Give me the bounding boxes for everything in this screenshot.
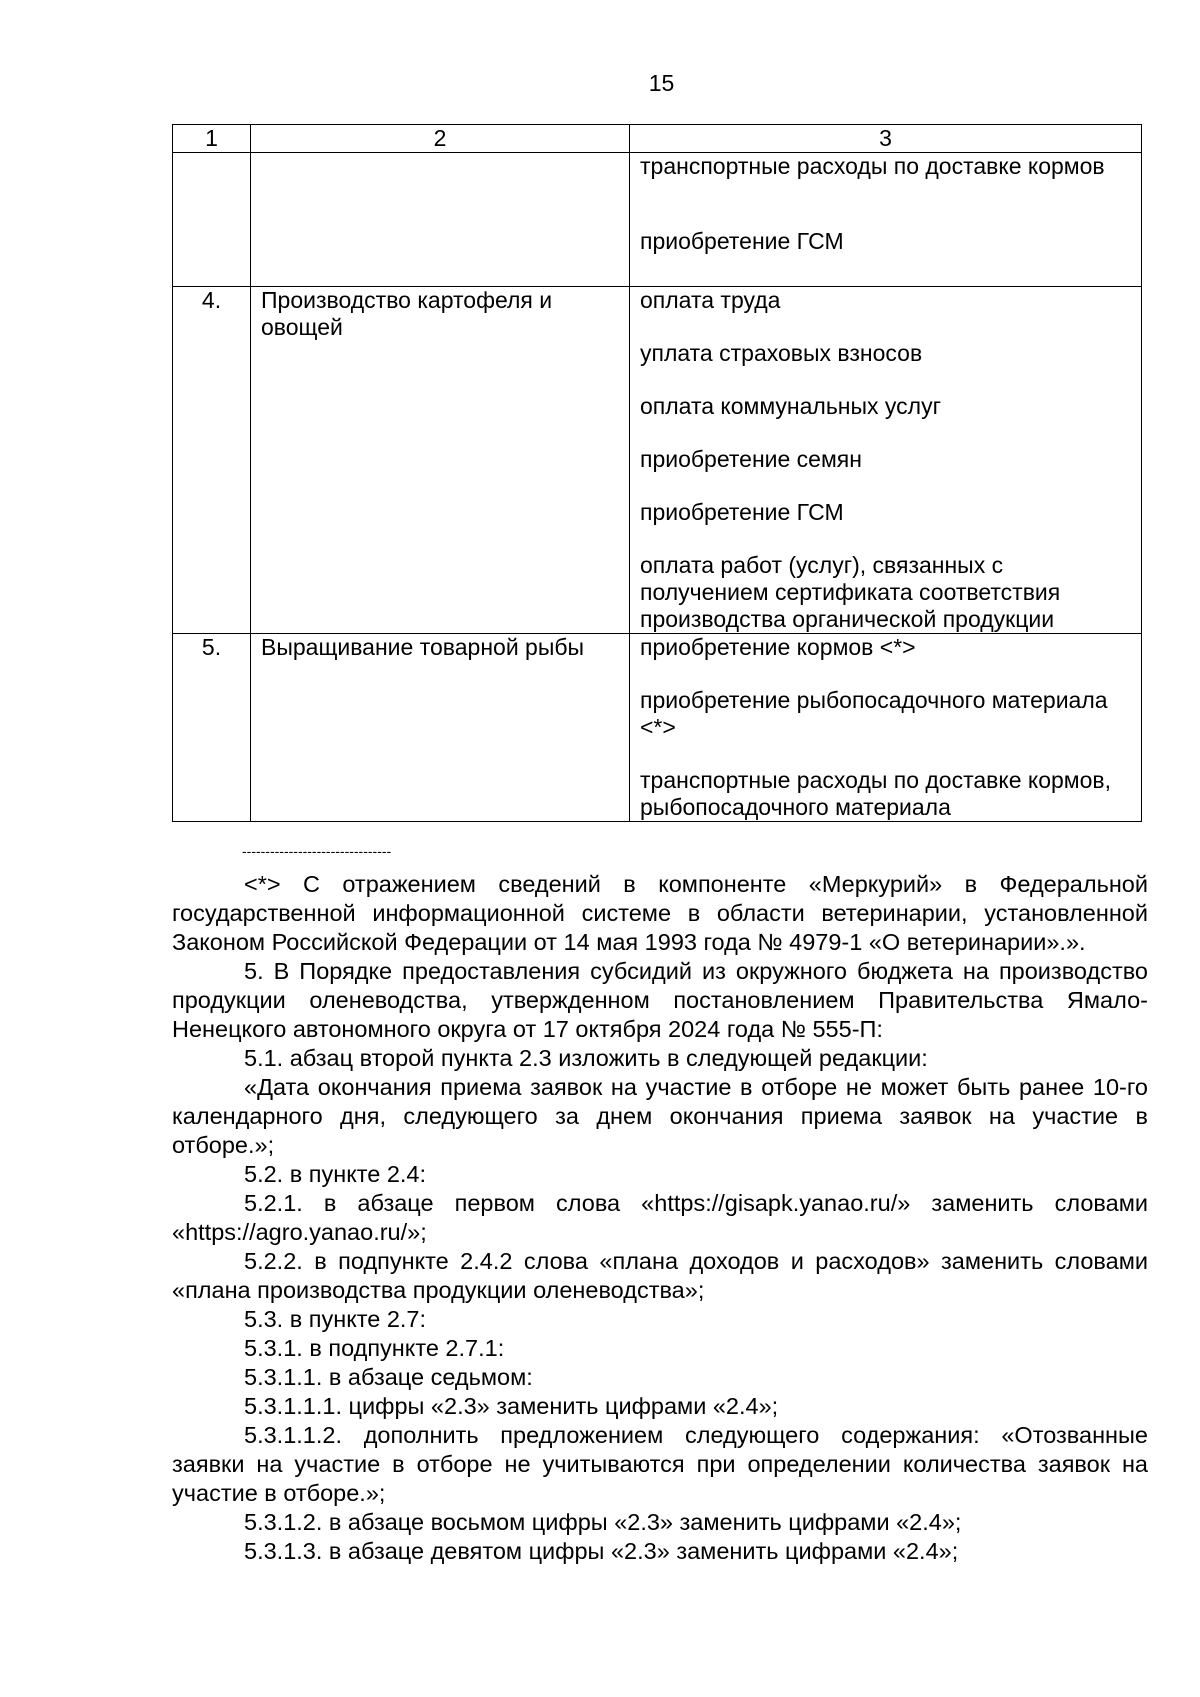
paragraph: 5.3.1.2. в абзаце восьмом цифры «2.3» заменить цифрами «2.4»; [244,1509,962,1535]
expense-item: оплата коммунальных услуг [640,393,941,419]
page-number: 15 [648,70,675,96]
expense-item: транспортные расходы по доставке кормов, рыбопосадочного материала [640,767,1112,820]
expense-item: приобретение ГСМ [640,499,844,525]
expense-item: приобретение семян [640,446,862,472]
table-header-cell: 1 [173,125,251,153]
table-row [173,634,1142,822]
expense-item: приобретение рыбопосадочного материала <*> [640,687,1108,740]
row-number [173,153,251,287]
document-body [172,870,1148,1566]
expense-items [630,287,1142,634]
expense-item: транспортные расходы по доставке кормов [640,153,1105,179]
paragraph: 5.2.2. в подпункте 2.4.2 слова «плана доходов и расходов» заменить словами «плана производства продукции оленеводства»; [172,1248,1148,1303]
paragraph: 5.3.1.1. в абзаце седьмом: [244,1364,533,1390]
expense-item: оплата работ (услуг), связанных с получением сертификата соответствия производства органической продукции [640,552,1061,632]
paragraph: 5.3.1. в подпункте 2.7.1: [244,1335,505,1361]
row-number: 5. [173,634,251,822]
expense-item: уплата страховых взносов [640,340,923,366]
activity-name: Производство картофеля и овощей [251,287,630,634]
expense-item: оплата труда [640,287,781,313]
paragraph: 5.3.1.3. в абзаце девятом цифры «2.3» заменить цифрами «2.4»; [244,1538,959,1564]
paragraph: 5.2.1. в абзаце первом слова «https://gisapk.yanao.ru/» заменить словами «https://agro.yanao.ru/»; [172,1190,1148,1245]
expenses-table [172,124,1142,822]
expense-items [630,634,1142,822]
table-header-cell: 3 [630,125,1142,153]
paragraph: 5. В Порядке предоставления субсидий из окружного бюджета на производство продукции оленеводства, утвержденном постановлением Правительства Ямало-Ненецкого автономного округа от 17 октября 2024 года № 555-П: [172,958,1148,1042]
table-row [173,153,1142,287]
paragraph: 5.1. абзац второй пункта 2.3 изложить в следующей редакции: [244,1045,928,1071]
paragraph: 5.3.1.1.2. дополнить предложением следующего содержания: «Отозванные заявки на участие в отборе не учитываются при определении количества заявок на участие в отборе.»; [172,1422,1148,1506]
footnote-separator: -------------------------------- [242,843,392,859]
activity-name: Выращивание товарной рыбы [251,634,630,822]
footnote-text: <*> С отражением сведений в компоненте «Меркурий» в Федеральной государственной информационной системе в области ветеринарии, установленной Законом Российской Федерации от 14 мая 1993 года № 4979-1 «О ветеринарии».». [172,871,1148,955]
table-header-row [173,125,1142,153]
paragraph: 5.2. в пункте 2.4: [244,1161,427,1187]
table-header-cell: 2 [251,125,630,153]
expense-items [630,153,1142,287]
paragraph: 5.3.1.1.1. цифры «2.3» заменить цифрами «2.4»; [244,1393,779,1419]
paragraph: «Дата окончания приема заявок на участие в отборе не может быть ранее 10-го календарного дня, следующего за днем окончания приема заявок на участие в отборе.»; [172,1074,1148,1158]
expense-item: приобретение ГСМ [640,228,844,254]
activity-name [251,153,630,287]
expense-item: приобретение кормов <*> [640,634,916,660]
paragraph: 5.3. в пункте 2.7: [244,1306,427,1332]
table-row [173,287,1142,634]
row-number: 4. [173,287,251,634]
